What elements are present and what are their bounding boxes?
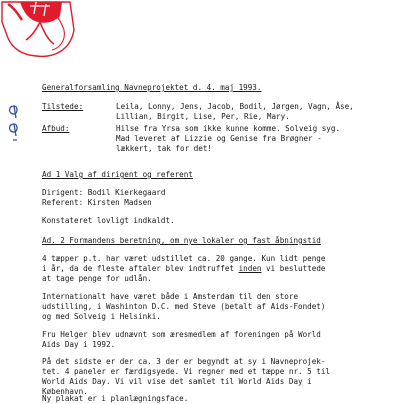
paragraph-1-line-2-text: i år, da de fleste aftaler blev indtruffet: [42, 264, 235, 273]
paragraph-1-line-1: 4 tæpper p.t. har været udstillet ca. 20 gange. Kun lidt penge: [42, 254, 326, 263]
paragraph-1-line-2-tail: vi besluttede: [266, 264, 326, 273]
item-1-heading: Ad 1 Valg af dirigent og referent: [42, 170, 193, 179]
absent-line-3: lækkert, tak for det!: [116, 144, 213, 153]
paragraph-2-line-2: udstilling, i Washinton D.C. med Steve (betalt af Aids-Fondet): [42, 302, 326, 311]
paragraph-2-line-1: Internationalt have været både i Amsterdam til den store: [42, 292, 299, 301]
paragraph-5-line-1: Ny plakat er i planlægningsface.: [42, 394, 189, 403]
item-2-heading: Ad. 2 Formandens beretning, om nye lokaler og fast åbningstid: [42, 236, 321, 245]
paragraph-4-line-1: På det sidste er der ca. 3 der er begyndt at sy i Navneprojek-: [42, 357, 326, 366]
referent-line: Referent: Kirsten Madsen: [42, 198, 152, 207]
paragraph-3-line-1: Fru Helger blev udnævnt som æresmedlem af foreningen på World: [42, 330, 321, 339]
document-title: Generalforsamling Navneprojektet d. 4. maj 1993.: [42, 83, 262, 92]
dirigent-line: Dirigent: Bodil Kierkegaard: [42, 188, 166, 197]
paragraph-4-line-3: World Aids Day. Vi vil vise det samlet til World Aids Day i: [42, 377, 312, 386]
item-1-note: Konstateret lovligt indkaldt.: [42, 216, 175, 225]
absent-line-1: Hilse fra Yrsa som ikke kunne komme. Solveig syg.: [116, 124, 341, 133]
paragraph-4-line-2: tet. 4 paneler er færdigsyede. Vi regner med et tæppe nr. 5 til: [42, 367, 331, 376]
handwritten-margin-note: [4, 100, 26, 146]
red-ribbon-logo: [0, 0, 78, 62]
paragraph-3-line-2: Aids Day i 1992.: [42, 340, 116, 349]
paragraph-4-line-4: København.: [42, 387, 88, 396]
underlined-word: inden: [238, 264, 262, 273]
attendees-line-1: Leila, Lonny, Jens, Jacob, Bodil, Jørgen, Vagn, Åse,: [116, 102, 354, 111]
paragraph-1-line-3: at tage penge for udlån.: [42, 274, 152, 283]
attendees-line-2: Lillian, Birgit, Lise, Per, Rie, Mary.: [116, 112, 290, 121]
absent-line-2: Mad leveret af Lizzie og Genise fra Brøgner -: [116, 134, 322, 143]
absent-label: Afbud:: [42, 124, 70, 133]
paragraph-1-line-2: [42, 264, 325, 274]
attendees-label: Tilstede:: [42, 102, 84, 111]
paragraph-2-line-3: og med Solveig i Helsinki.: [42, 312, 161, 321]
